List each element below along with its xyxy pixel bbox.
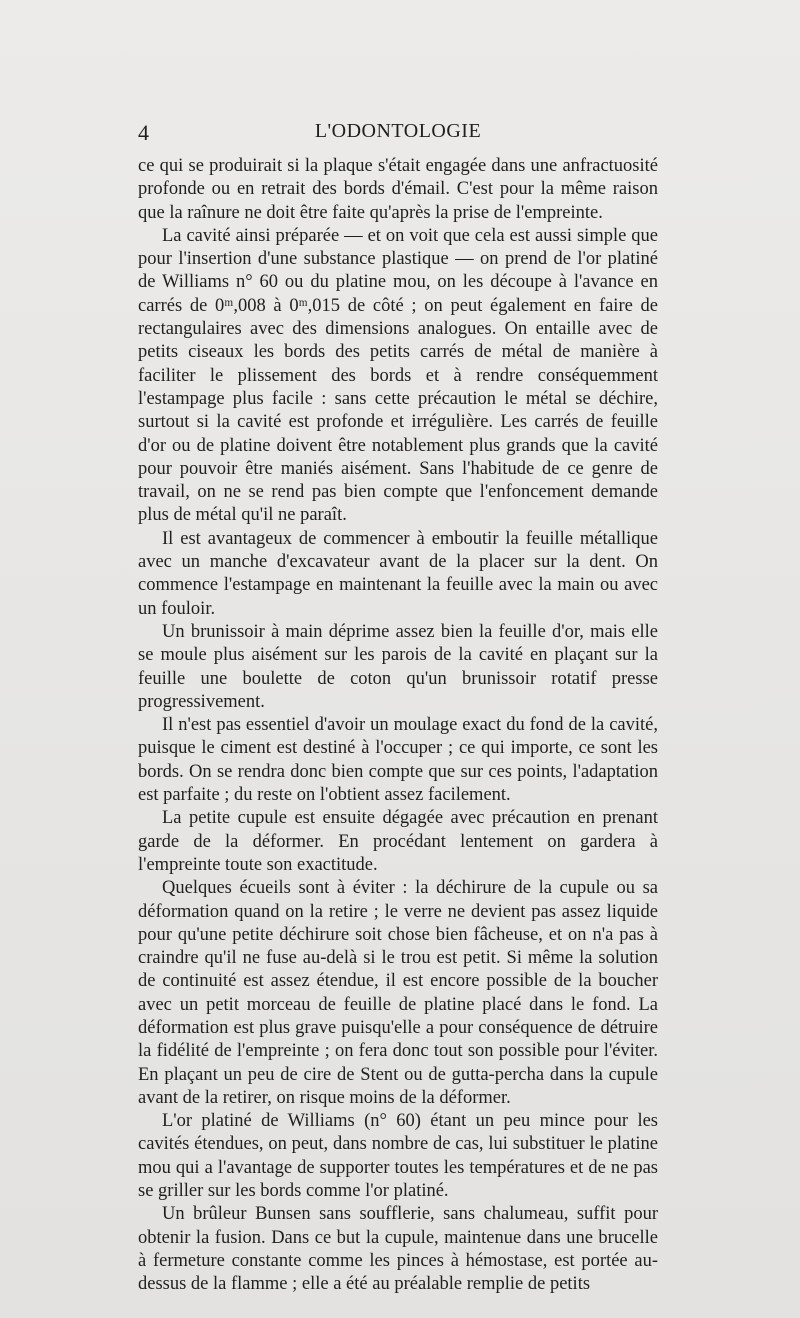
paragraph-7: Quelques écueils sont à éviter : la déchirure de la cupule ou sa déformation quand on la retire ; le verre ne devient pas assez liquide pour qu'une petite déchirure soit chose bien fâcheuse, et on n'a pas à craindre qu'il ne fuse au-delà si le trou est petit. Si même la solution de continuité est assez étendue, il est encore possible de la boucher avec un petit morceau de feuille de platine placé dans le fond. La déformation est plus grave puisqu'elle a pour conséquence de détruire la fidélité de l'empreinte ; on fera donc tout son possible pour l'éviter. En plaçant un peu de cire de Stent ou de gutta-percha dans la cupule avant de la retirer, on risque moins de la déformer. — [138, 878, 658, 1108]
paragraph-4: Un brunissoir à main déprime assez bien la feuille d'or, mais elle se moule plus aisément sur les parois de la cavité en plaçant sur la feuille une boulette de coton qu'un brunissoir rotatif presse progressivement. — [138, 621, 658, 712]
paragraph-1: ce qui se produirait si la plaque s'était engagée dans une anfractuosité profonde ou en retrait des bords d'émail. C'est pour la même raison que la raînure ne doit être faite qu'après la prise de l'empreinte. — [138, 156, 658, 223]
paragraph-3: Il est avantageux de commencer à emboutir la feuille métallique avec un manche d'excavateur avant de la placer sur la dent. On commence l'estampage en maintenant la feuille avec la main ou avec un fouloir. — [138, 528, 658, 619]
running-title: L'ODONTOLOGIE — [314, 120, 482, 142]
paragraph-6: La petite cupule est ensuite dégagée avec précaution en prenant garde de la déformer. En procédant lentement on gardera à l'empreinte toute son exactitude. — [138, 808, 658, 875]
page-header — [138, 120, 658, 148]
paragraph-5: Il n'est pas essentiel d'avoir un moulage exact du fond de la cavité, puisque le ciment est destiné à l'occuper ; ce qui importe, ce sont les bords. On se rendra donc bien compte que sur ces points, l'adaptation est parfaite ; du reste on l'obtient assez facilement. — [138, 715, 658, 806]
page-number: 4 — [138, 120, 149, 145]
body-text — [138, 155, 658, 1297]
paragraph-2: La cavité ainsi préparée — et on voit que cela est aussi simple que pour l'insertion d'une substance plastique — on prend de l'or platiné de Williams n° 60 ou du platine mou, on les découpe à l'avance en carrés de 0ᵐ,008 à 0ᵐ,015 de côté ; on peut également en faire de rectangulaires avec des dimensions analogues. On entaille avec de petits ciseaux les bords des petits carrés de métal de manière à faciliter le plissement des bords et à rendre conséquemment l'estampage plus facile : sans cette précaution le métal se déchire, surtout si la cavité est profonde et irrégulière. Les carrés de feuille d'or ou de platine doivent être notablement plus grands que la cavité pour pouvoir être maniés aisément. Sans l'habitude de ce genre de travail, on ne se rend pas bien compte que l'enfoncement demande plus de métal qu'il ne paraît. — [138, 225, 658, 526]
paragraph-8: L'or platiné de Williams (n° 60) étant un peu mince pour les cavités étendues, on peut, dans nombre de cas, lui substituer le platine mou qui a l'avantage de supporter toutes les températures et de ne pas se griller sur les bords comme l'or platiné. — [138, 1111, 658, 1202]
paragraph-9: Un brûleur Bunsen sans soufflerie, sans chalumeau, suffit pour obtenir la fusion. Dans ce but la cupule, maintenue dans une brucelle à fermeture constante comme les pinces à hémostase, est portée au-dessus de la flamme ; elle a été au préalable remplie de petits — [138, 1204, 658, 1295]
